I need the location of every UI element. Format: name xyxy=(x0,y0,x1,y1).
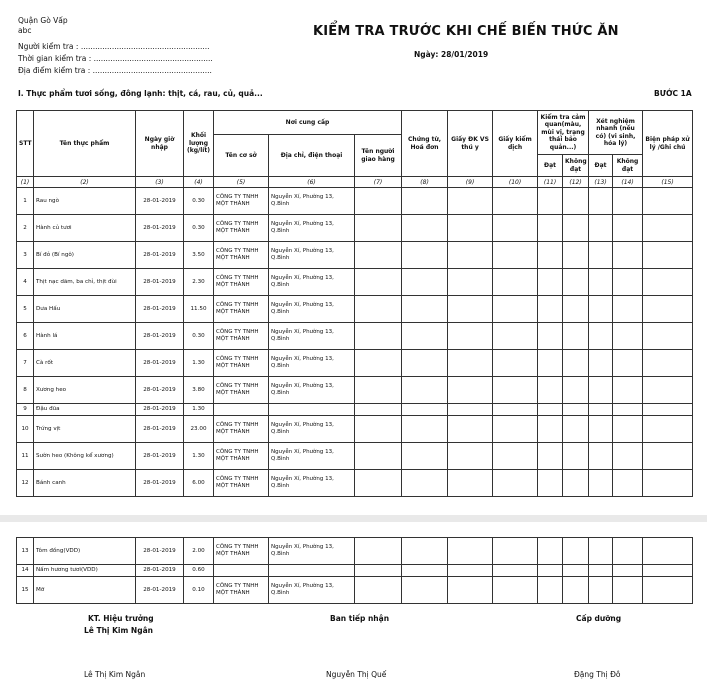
col-num: (6) xyxy=(269,177,355,188)
cell-address: Nguyễn Xí, Phường 13, Q.Bình xyxy=(269,242,355,269)
cell-facility: CÔNG TY TNHH MỘT THÀNH xyxy=(214,377,269,404)
cell-empty xyxy=(563,470,589,497)
cell-food-name: Hành củ tươi xyxy=(34,215,136,242)
col-num: (5) xyxy=(214,177,269,188)
col-sensory: Kiểm tra cảm quan(màu, mùi vị, trạng thái bảo quản...) xyxy=(538,111,589,155)
cell-empty xyxy=(448,416,493,443)
cell-empty xyxy=(589,416,613,443)
cell-empty xyxy=(493,416,538,443)
cell-empty xyxy=(563,416,589,443)
cell-empty xyxy=(563,296,589,323)
cell-empty xyxy=(538,269,563,296)
cell-food-name: Đậu đũa xyxy=(34,404,136,416)
table-row xyxy=(17,470,693,497)
cell-empty xyxy=(613,188,643,215)
col-num: (12) xyxy=(563,177,589,188)
cell-stt: 3 xyxy=(17,242,34,269)
cell-empty xyxy=(643,404,693,416)
cell-empty xyxy=(493,323,538,350)
place-line: Địa điểm kiểm tra : .................................................. xyxy=(18,66,212,75)
table-row xyxy=(17,565,693,577)
cell-qty: 3.50 xyxy=(184,242,214,269)
cell-facility: CÔNG TY TNHH MỘT THÀNH xyxy=(214,350,269,377)
cell-empty xyxy=(402,350,448,377)
col-facility: Tên cơ sở xyxy=(214,135,269,177)
cell-address: Nguyễn Xí, Phường 13, Q.Bình xyxy=(269,470,355,497)
cell-stt: 2 xyxy=(17,215,34,242)
cell-empty xyxy=(355,215,402,242)
cell-empty xyxy=(402,416,448,443)
cell-address: Nguyễn Xí, Phường 13, Q.Bình xyxy=(269,269,355,296)
cell-address: Nguyễn Xí, Phường 13, Q.Bình xyxy=(269,296,355,323)
table-row xyxy=(17,296,693,323)
table-row xyxy=(17,416,693,443)
cell-empty xyxy=(355,565,402,577)
cell-empty xyxy=(613,242,643,269)
cell-date: 28-01-2019 xyxy=(136,296,184,323)
cell-empty xyxy=(355,188,402,215)
cell-qty: 1.30 xyxy=(184,404,214,416)
cell-empty xyxy=(448,269,493,296)
cell-empty xyxy=(563,215,589,242)
cell-empty xyxy=(355,350,402,377)
cell-empty xyxy=(402,404,448,416)
cell-empty xyxy=(448,577,493,604)
cell-empty xyxy=(613,565,643,577)
cell-qty: 0.30 xyxy=(184,188,214,215)
table-row xyxy=(17,269,693,296)
cell-date: 28-01-2019 xyxy=(136,470,184,497)
cell-empty xyxy=(355,416,402,443)
table-row xyxy=(17,577,693,604)
col-num: (13) xyxy=(589,177,613,188)
cell-empty xyxy=(563,565,589,577)
table-row xyxy=(17,323,693,350)
table-body-continued xyxy=(17,538,693,604)
cell-date: 28-01-2019 xyxy=(136,443,184,470)
cell-empty xyxy=(493,565,538,577)
col-address: Địa chỉ, điện thoại xyxy=(269,135,355,177)
cell-empty xyxy=(563,350,589,377)
cell-empty xyxy=(402,215,448,242)
cell-stt: 15 xyxy=(17,577,34,604)
page-title: KIỂM TRA TRƯỚC KHI CHẾ BIẾN THỨC ĂN xyxy=(313,24,619,39)
col-num: (3) xyxy=(136,177,184,188)
table-row xyxy=(17,242,693,269)
cell-empty xyxy=(355,470,402,497)
col-pass: Đạt xyxy=(538,155,563,177)
cell-facility: CÔNG TY TNHH MỘT THÀNH xyxy=(214,188,269,215)
cell-food-name: Sườn heo (Không kể xương) xyxy=(34,443,136,470)
cell-empty xyxy=(448,350,493,377)
table-row xyxy=(17,538,693,565)
cell-address: Nguyễn Xí, Phường 13, Q.Bình xyxy=(269,577,355,604)
cell-empty xyxy=(448,404,493,416)
cell-empty xyxy=(643,565,693,577)
cell-facility: CÔNG TY TNHH MỘT THÀNH xyxy=(214,323,269,350)
cell-empty xyxy=(538,377,563,404)
col-qty: Khối lượng (kg/lít) xyxy=(184,111,214,177)
cell-food-name: Tôm đồng(VDD) xyxy=(34,538,136,565)
cell-food-name: Trứng vịt xyxy=(34,416,136,443)
district-label: Quận Gò Vấp xyxy=(18,16,68,25)
cell-empty xyxy=(493,443,538,470)
cell-empty xyxy=(589,269,613,296)
cell-food-name: Rau ngò xyxy=(34,188,136,215)
cell-empty xyxy=(448,538,493,565)
cell-empty xyxy=(643,323,693,350)
cell-stt: 6 xyxy=(17,323,34,350)
cell-date: 28-01-2019 xyxy=(136,404,184,416)
cell-empty xyxy=(355,443,402,470)
cell-empty xyxy=(402,538,448,565)
cell-empty xyxy=(538,404,563,416)
cell-empty xyxy=(493,296,538,323)
cell-empty xyxy=(402,242,448,269)
cell-empty xyxy=(402,565,448,577)
cell-empty xyxy=(493,538,538,565)
cell-empty xyxy=(613,215,643,242)
cell-facility: CÔNG TY TNHH MỘT THÀNH xyxy=(214,470,269,497)
cell-empty xyxy=(493,350,538,377)
cell-empty xyxy=(538,416,563,443)
cell-empty xyxy=(643,377,693,404)
cell-empty xyxy=(643,269,693,296)
inspection-table xyxy=(16,110,693,497)
cell-date: 28-01-2019 xyxy=(136,565,184,577)
cell-qty: 0.30 xyxy=(184,323,214,350)
table-row xyxy=(17,404,693,416)
cell-empty xyxy=(355,323,402,350)
cell-empty xyxy=(355,577,402,604)
cell-date: 28-01-2019 xyxy=(136,350,184,377)
cell-empty xyxy=(538,215,563,242)
cell-stt: 12 xyxy=(17,470,34,497)
cell-stt: 9 xyxy=(17,404,34,416)
cell-empty xyxy=(563,242,589,269)
table-row xyxy=(17,377,693,404)
inspection-table-continued xyxy=(16,537,693,604)
cell-date: 28-01-2019 xyxy=(136,538,184,565)
cell-empty xyxy=(643,538,693,565)
cell-empty xyxy=(589,404,613,416)
cell-food-name: Thịt nạc dăm, ba chỉ, thịt đùi xyxy=(34,269,136,296)
cell-empty xyxy=(563,577,589,604)
cell-empty xyxy=(563,377,589,404)
cook-name: Đặng Thị Đô xyxy=(574,670,621,679)
cell-empty xyxy=(613,296,643,323)
cell-food-name: Cà rốt xyxy=(34,350,136,377)
col-fail: Không đạt xyxy=(563,155,589,177)
cell-qty: 1.30 xyxy=(184,443,214,470)
cell-address: Nguyễn Xí, Phường 13, Q.Bình xyxy=(269,350,355,377)
col-num: (1) xyxy=(17,177,34,188)
cell-empty xyxy=(589,296,613,323)
time-line: Thời gian kiểm tra : .................................................. xyxy=(18,54,213,63)
org-label: abc xyxy=(18,26,32,35)
cell-empty xyxy=(402,470,448,497)
cell-facility: CÔNG TY TNHH MỘT THÀNH xyxy=(214,215,269,242)
cell-empty xyxy=(589,242,613,269)
col-docs: Chứng từ, Hoá đơn xyxy=(402,111,448,177)
cell-address: Nguyễn Xí, Phường 13, Q.Bình xyxy=(269,416,355,443)
cell-empty xyxy=(643,242,693,269)
cell-empty xyxy=(613,269,643,296)
cell-food-name: Dưa Hấu xyxy=(34,296,136,323)
table-body xyxy=(17,188,693,497)
cell-empty xyxy=(613,416,643,443)
cell-empty xyxy=(402,377,448,404)
cell-empty xyxy=(613,577,643,604)
cell-date: 28-01-2019 xyxy=(136,215,184,242)
cell-empty xyxy=(589,565,613,577)
cell-stt: 14 xyxy=(17,565,34,577)
col-num: (2) xyxy=(34,177,136,188)
cell-empty xyxy=(613,323,643,350)
cell-empty xyxy=(448,242,493,269)
col-num: (15) xyxy=(643,177,693,188)
cell-qty: 1.30 xyxy=(184,350,214,377)
cell-empty xyxy=(589,188,613,215)
cell-date: 28-01-2019 xyxy=(136,577,184,604)
cell-address: Nguyễn Xí, Phường 13, Q.Bình xyxy=(269,215,355,242)
col-num: (14) xyxy=(613,177,643,188)
cell-stt: 4 xyxy=(17,269,34,296)
col-supplier: Nơi cung cấp xyxy=(214,111,402,135)
step-label: BƯỚC 1A xyxy=(654,89,692,98)
cell-empty xyxy=(493,188,538,215)
cell-empty xyxy=(448,443,493,470)
cell-empty xyxy=(448,470,493,497)
cell-empty xyxy=(563,269,589,296)
cell-empty xyxy=(448,296,493,323)
col-num: (8) xyxy=(402,177,448,188)
cell-facility xyxy=(214,404,269,416)
cell-empty xyxy=(493,404,538,416)
col-num: (10) xyxy=(493,177,538,188)
cell-empty xyxy=(493,577,538,604)
cell-empty xyxy=(589,470,613,497)
cell-facility: CÔNG TY TNHH MỘT THÀNH xyxy=(214,269,269,296)
cell-empty xyxy=(355,242,402,269)
cell-empty xyxy=(589,215,613,242)
cell-empty xyxy=(538,443,563,470)
cell-empty xyxy=(402,296,448,323)
cell-qty: 23.00 xyxy=(184,416,214,443)
cell-empty xyxy=(613,404,643,416)
cell-empty xyxy=(589,323,613,350)
cell-facility: CÔNG TY TNHH MỘT THÀNH xyxy=(214,296,269,323)
cell-address: Nguyễn Xí, Phường 13, Q.Bình xyxy=(269,377,355,404)
cell-empty xyxy=(538,577,563,604)
col-num: (9) xyxy=(448,177,493,188)
cell-empty xyxy=(563,443,589,470)
cell-empty xyxy=(538,538,563,565)
principal-name-top: Lê Thị Kim Ngân xyxy=(84,626,153,635)
cell-qty: 2.00 xyxy=(184,538,214,565)
cell-stt: 1 xyxy=(17,188,34,215)
col-food: Tên thực phẩm xyxy=(34,111,136,177)
date-label: Ngày: 28/01/2019 xyxy=(414,50,489,59)
cell-date: 28-01-2019 xyxy=(136,377,184,404)
page-2 xyxy=(0,522,707,699)
col-num: (7) xyxy=(355,177,402,188)
cell-empty xyxy=(493,215,538,242)
cell-qty: 0.10 xyxy=(184,577,214,604)
inspector-line: Người kiểm tra : ...................................................... xyxy=(18,42,210,51)
cell-facility: CÔNG TY TNHH MỘT THÀNH xyxy=(214,538,269,565)
cell-empty xyxy=(643,577,693,604)
cell-qty: 6.00 xyxy=(184,470,214,497)
cell-stt: 7 xyxy=(17,350,34,377)
cell-empty xyxy=(563,323,589,350)
cell-food-name: Xương heo xyxy=(34,377,136,404)
cell-empty xyxy=(563,188,589,215)
cell-empty xyxy=(643,470,693,497)
cell-empty xyxy=(563,538,589,565)
col-quarantine: Giấy kiểm dịch xyxy=(493,111,538,177)
cell-empty xyxy=(355,296,402,323)
cell-empty xyxy=(613,377,643,404)
cell-facility: CÔNG TY TNHH MỘT THÀNH xyxy=(214,577,269,604)
cell-qty: 3.80 xyxy=(184,377,214,404)
cell-empty xyxy=(613,443,643,470)
cell-empty xyxy=(448,215,493,242)
cell-qty: 11.50 xyxy=(184,296,214,323)
cell-stt: 10 xyxy=(17,416,34,443)
cell-facility xyxy=(214,565,269,577)
cell-stt: 5 xyxy=(17,296,34,323)
cell-empty xyxy=(643,350,693,377)
cell-qty: 0.60 xyxy=(184,565,214,577)
principal-name: Lê Thị Kim Ngân xyxy=(84,670,146,679)
cell-empty xyxy=(402,323,448,350)
cell-address: Nguyễn Xí, Phường 13, Q.Bình xyxy=(269,443,355,470)
cell-empty xyxy=(355,269,402,296)
cell-empty xyxy=(613,470,643,497)
cell-food-name: Bánh canh xyxy=(34,470,136,497)
cell-date: 28-01-2019 xyxy=(136,242,184,269)
cell-empty xyxy=(643,443,693,470)
cell-empty xyxy=(448,377,493,404)
table-row xyxy=(17,443,693,470)
cell-empty xyxy=(643,188,693,215)
table-row xyxy=(17,215,693,242)
cell-facility: CÔNG TY TNHH MỘT THÀNH xyxy=(214,416,269,443)
col-time: Ngày giờ nhập xyxy=(136,111,184,177)
cell-empty xyxy=(493,470,538,497)
cell-empty xyxy=(589,577,613,604)
cell-empty xyxy=(643,215,693,242)
col-vet: Giấy ĐK VS thú y xyxy=(448,111,493,177)
col-num: (4) xyxy=(184,177,214,188)
section-heading: I. Thực phẩm tươi sống, đông lạnh: thịt, cá, rau, củ, quả... xyxy=(18,89,263,98)
cell-address: Nguyễn Xí, Phường 13, Q.Bình xyxy=(269,323,355,350)
cell-empty xyxy=(538,323,563,350)
cell-food-name: Nấm hương tươi(VDD) xyxy=(34,565,136,577)
cell-empty xyxy=(493,269,538,296)
col-fail-2: Không đạt xyxy=(613,155,643,177)
cell-empty xyxy=(355,538,402,565)
cell-empty xyxy=(538,296,563,323)
receiver-name: Nguyễn Thị Quế xyxy=(326,670,387,679)
cell-address xyxy=(269,565,355,577)
column-number-row xyxy=(17,177,693,188)
cell-empty xyxy=(589,350,613,377)
cell-facility: CÔNG TY TNHH MỘT THÀNH xyxy=(214,242,269,269)
cell-empty xyxy=(448,565,493,577)
cell-empty xyxy=(538,470,563,497)
cell-address: Nguyễn Xí, Phường 13, Q.Bình xyxy=(269,538,355,565)
cell-empty xyxy=(493,242,538,269)
cell-date: 28-01-2019 xyxy=(136,269,184,296)
cell-empty xyxy=(613,538,643,565)
col-deliverer: Tên người giao hàng xyxy=(355,135,402,177)
cell-empty xyxy=(402,188,448,215)
cell-empty xyxy=(589,443,613,470)
cell-empty xyxy=(613,350,643,377)
cell-empty xyxy=(448,188,493,215)
cell-food-name: Hành lá xyxy=(34,323,136,350)
cell-empty xyxy=(355,377,402,404)
cell-empty xyxy=(538,565,563,577)
cook-title: Cấp dưỡng xyxy=(576,614,622,623)
cell-address xyxy=(269,404,355,416)
cell-stt: 13 xyxy=(17,538,34,565)
cell-qty: 2.30 xyxy=(184,269,214,296)
col-rapid: Xét nghiệm nhanh (nếu có) (vi sinh, hóa lý) xyxy=(589,111,643,155)
table-row xyxy=(17,188,693,215)
col-pass-2: Đạt xyxy=(589,155,613,177)
cell-stt: 11 xyxy=(17,443,34,470)
cell-facility: CÔNG TY TNHH MỘT THÀNH xyxy=(214,443,269,470)
receiver-title: Ban tiếp nhận xyxy=(330,614,390,623)
cell-empty xyxy=(643,296,693,323)
cell-date: 28-01-2019 xyxy=(136,323,184,350)
cell-address: Nguyễn Xí, Phường 13, Q.Bình xyxy=(269,188,355,215)
cell-empty xyxy=(538,350,563,377)
cell-empty xyxy=(402,269,448,296)
cell-empty xyxy=(448,323,493,350)
cell-empty xyxy=(538,188,563,215)
cell-date: 28-01-2019 xyxy=(136,188,184,215)
cell-empty xyxy=(538,242,563,269)
cell-empty xyxy=(589,538,613,565)
cell-empty xyxy=(355,404,402,416)
col-num: (11) xyxy=(538,177,563,188)
col-stt: STT xyxy=(17,111,34,177)
cell-empty xyxy=(402,443,448,470)
cell-empty xyxy=(563,404,589,416)
col-action: Biện pháp xử lý /Ghi chú xyxy=(643,111,693,177)
table-row xyxy=(17,350,693,377)
cell-food-name: Mỡ xyxy=(34,577,136,604)
principal-title: KT. Hiệu trưởng xyxy=(88,614,154,623)
cell-food-name: Bí đỏ (Bí ngô) xyxy=(34,242,136,269)
cell-empty xyxy=(402,577,448,604)
cell-empty xyxy=(643,416,693,443)
cell-empty xyxy=(493,377,538,404)
cell-stt: 8 xyxy=(17,377,34,404)
cell-empty xyxy=(589,377,613,404)
cell-qty: 0.30 xyxy=(184,215,214,242)
cell-date: 28-01-2019 xyxy=(136,416,184,443)
